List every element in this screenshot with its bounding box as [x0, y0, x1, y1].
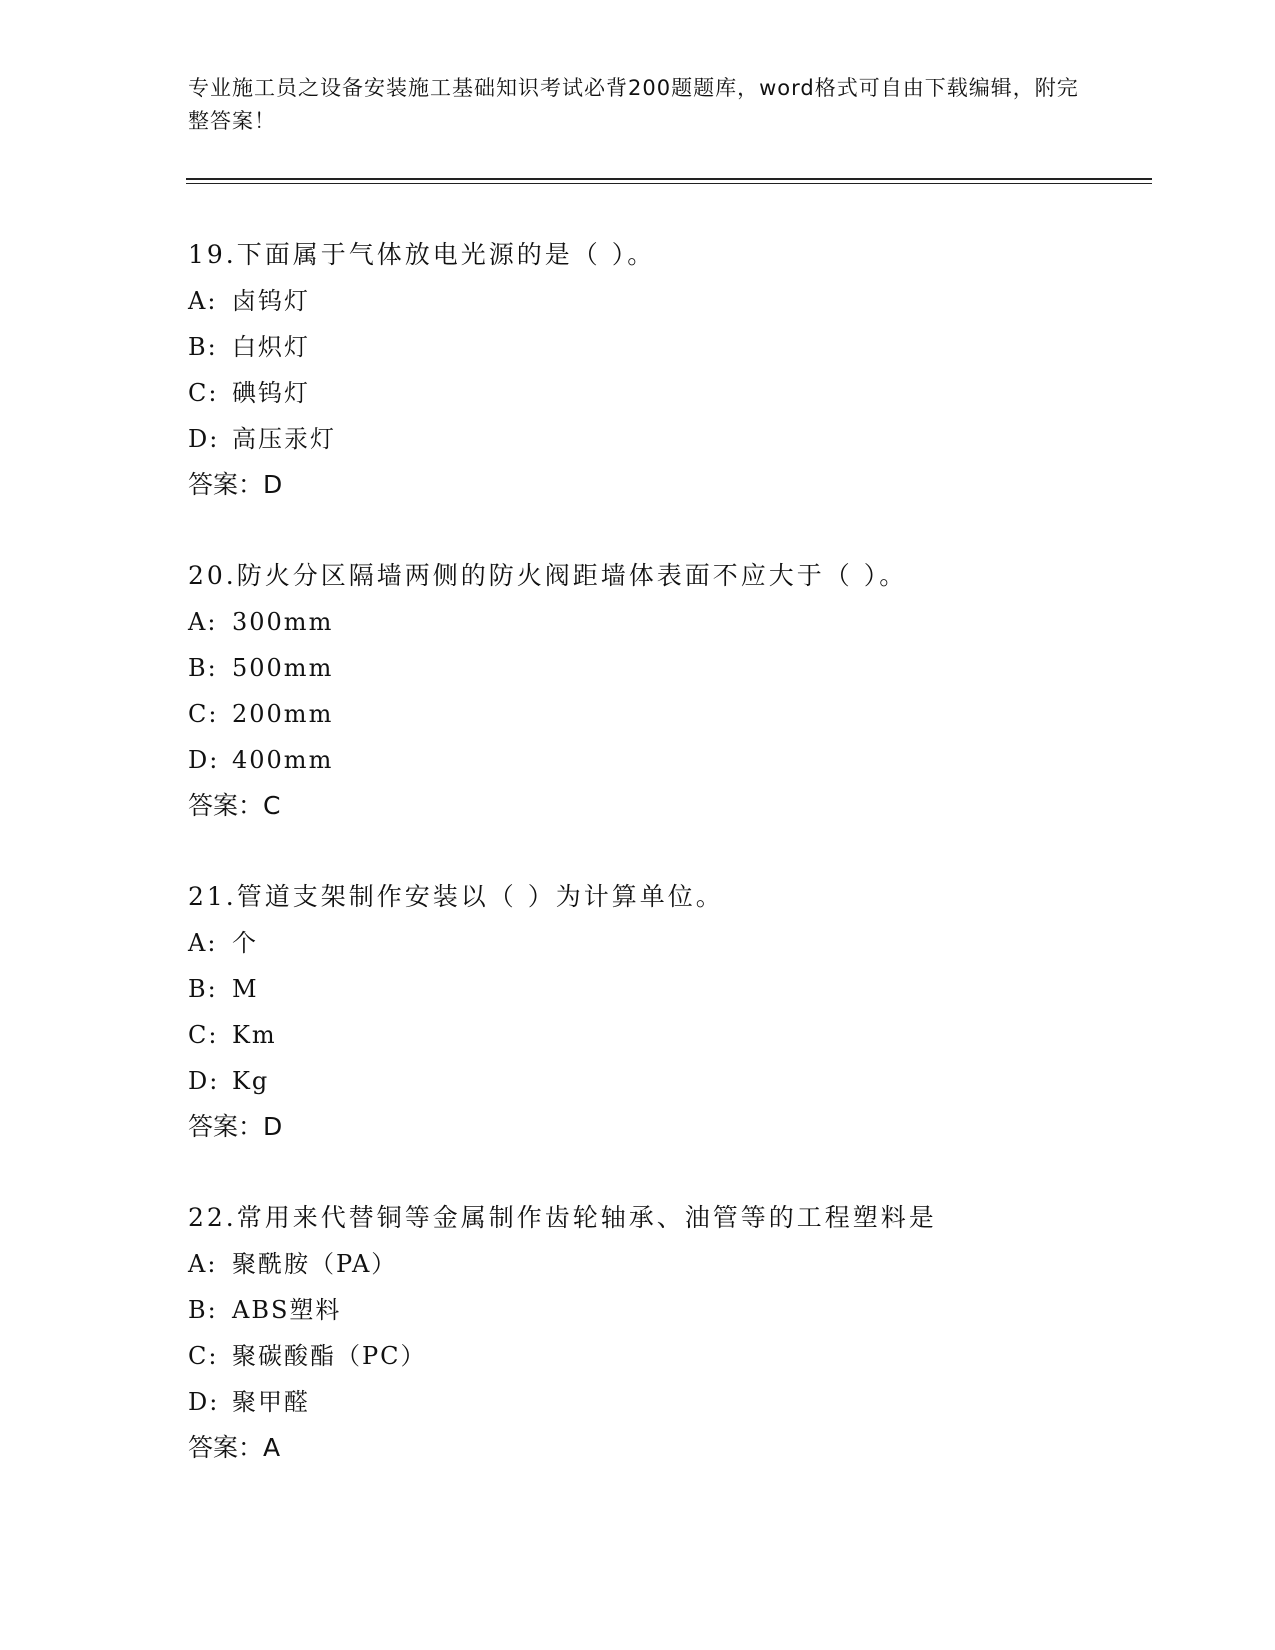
- answer: 答案：D: [188, 1112, 283, 1141]
- option-text: 400mm: [232, 746, 334, 774]
- option-text: ABS塑料: [232, 1296, 342, 1324]
- option-text: 聚甲醛: [232, 1388, 310, 1416]
- header-divider-thin: [186, 183, 1152, 184]
- option-c: [188, 1333, 1148, 1379]
- question-20: [188, 553, 1148, 829]
- option-text: 聚酰胺（PA）: [232, 1250, 398, 1278]
- option-text: 卤钨灯: [232, 287, 310, 315]
- option-text: 200mm: [232, 700, 334, 728]
- answer: 答案：D: [188, 470, 283, 499]
- question-stem: 21.管道支架制作安装以（ ）为计算单位。: [188, 882, 724, 911]
- option-letter: D:: [188, 425, 220, 453]
- question-19: [188, 232, 1148, 508]
- option-letter: D:: [188, 1388, 220, 1416]
- option-d: [188, 416, 1148, 462]
- option-letter: B:: [188, 654, 218, 682]
- option-c: [188, 1012, 1148, 1058]
- option-letter: B:: [188, 975, 218, 1003]
- option-text: 500mm: [232, 654, 334, 682]
- option-text: 个: [232, 929, 258, 957]
- answer: 答案：A: [188, 1433, 281, 1462]
- option-text: Kg: [232, 1067, 270, 1095]
- question-stem: 19.下面属于气体放电光源的是（ ）。: [188, 240, 656, 269]
- option-a: [188, 278, 1148, 324]
- option-letter: A:: [188, 1250, 218, 1278]
- option-a: [188, 1241, 1148, 1287]
- option-text: Km: [232, 1021, 277, 1049]
- option-letter: C:: [188, 700, 219, 728]
- option-letter: B:: [188, 333, 218, 361]
- option-letter: C:: [188, 379, 219, 407]
- option-b: [188, 1287, 1148, 1333]
- option-d: [188, 1379, 1148, 1425]
- option-a: [188, 920, 1148, 966]
- option-text: M: [232, 975, 259, 1003]
- option-letter: C:: [188, 1021, 219, 1049]
- option-c: [188, 691, 1148, 737]
- question-stem: 22.常用来代替铜等金属制作齿轮轴承、油管等的工程塑料是: [188, 1203, 937, 1232]
- option-letter: D:: [188, 746, 220, 774]
- option-letter: C:: [188, 1342, 219, 1370]
- option-b: [188, 324, 1148, 370]
- question-stem: 20.防火分区隔墙两侧的防火阀距墙体表面不应大于（ ）。: [188, 561, 908, 590]
- option-b: [188, 966, 1148, 1012]
- option-c: [188, 370, 1148, 416]
- option-text: 白炽灯: [232, 333, 310, 361]
- option-letter: D:: [188, 1067, 220, 1095]
- option-a: [188, 599, 1148, 645]
- option-d: [188, 1058, 1148, 1104]
- option-letter: A:: [188, 608, 218, 636]
- option-text: 聚碳酸酯（PC）: [232, 1342, 427, 1370]
- option-letter: B:: [188, 1296, 218, 1324]
- option-letter: A:: [188, 929, 218, 957]
- option-d: [188, 737, 1148, 783]
- header-divider: [186, 178, 1152, 180]
- option-text: 碘钨灯: [232, 379, 310, 407]
- answer: 答案：C: [188, 791, 281, 820]
- option-text: 高压汞灯: [232, 425, 336, 453]
- option-text: 300mm: [232, 608, 334, 636]
- page-header: 专业施工员之设备安装施工基础知识考试必背200题题库，word格式可自由下载编辑，附完整答案！: [188, 76, 1079, 133]
- question-21: [188, 874, 1148, 1150]
- question-22: [188, 1195, 1148, 1471]
- option-letter: A:: [188, 287, 218, 315]
- option-b: [188, 645, 1148, 691]
